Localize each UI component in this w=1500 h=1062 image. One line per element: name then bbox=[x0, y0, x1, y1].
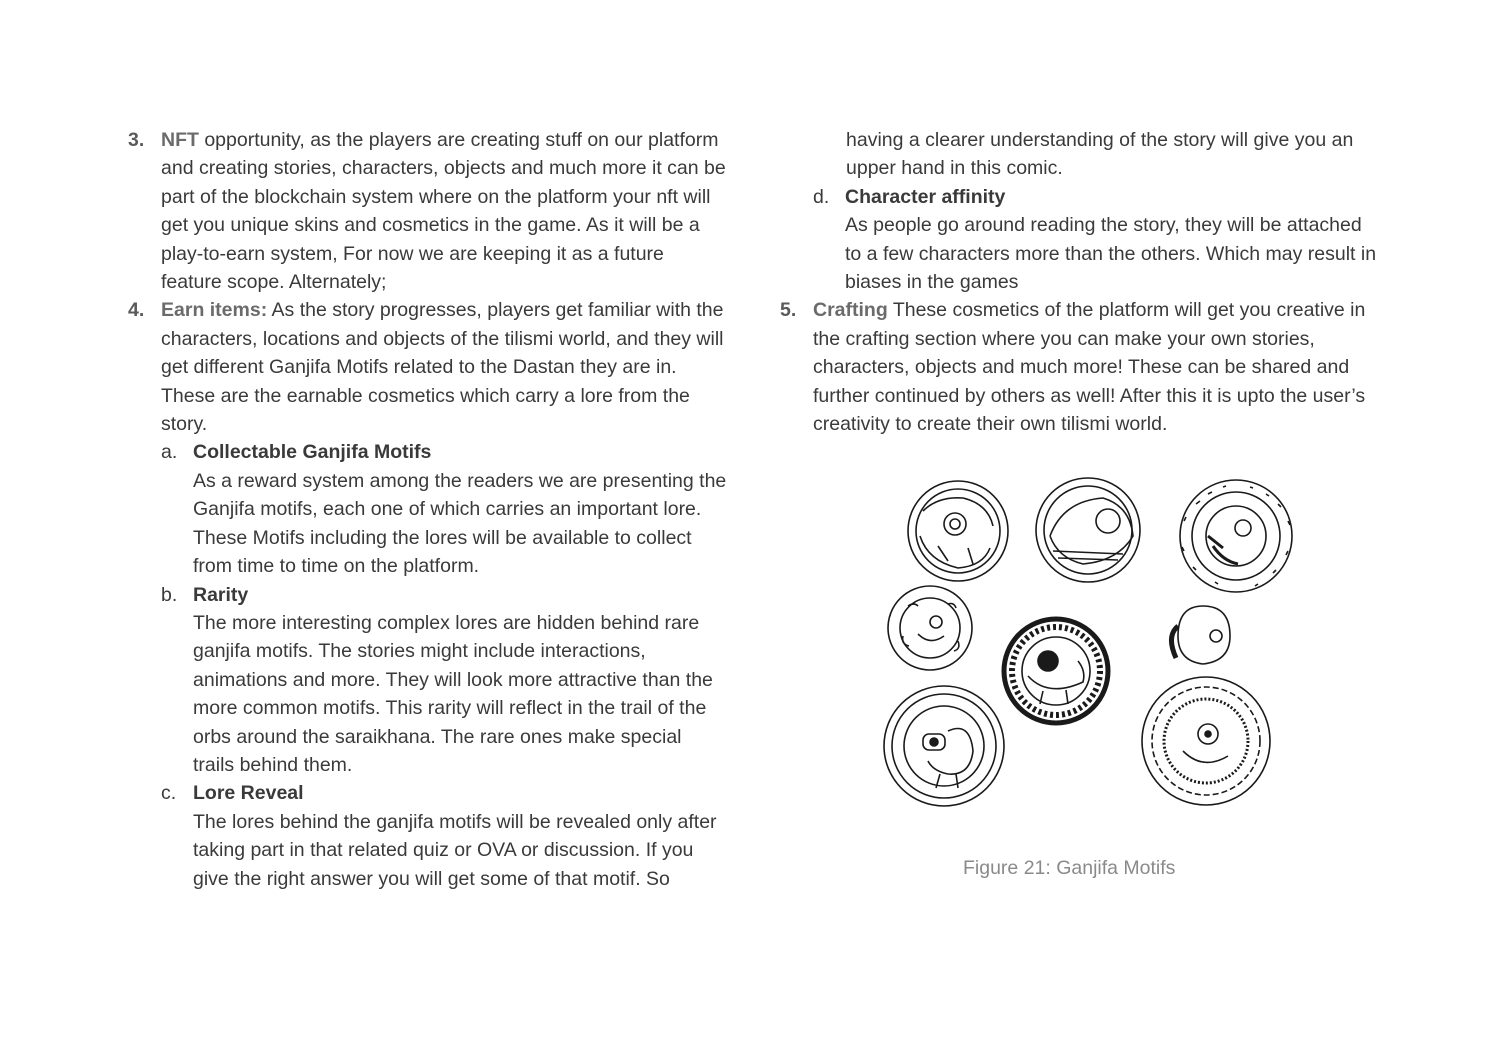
sub-letter-a: a. bbox=[161, 441, 178, 464]
sub-letter-d: d. bbox=[813, 185, 830, 208]
list-item-5 bbox=[780, 296, 1380, 438]
list-item-4 bbox=[128, 296, 728, 893]
sub-item-a bbox=[161, 438, 728, 580]
sub-letter-b: b. bbox=[161, 583, 178, 606]
item-5-text: These cosmetics of the platform will get you creative in the crafting section where you can make your own stories, characters, objects and much more! These can be shared and further continued by others as well! After this it is upto the user’s creativity to create their own tilismi world. bbox=[813, 299, 1366, 436]
motif-1 bbox=[908, 481, 1008, 581]
sub-item-c bbox=[161, 779, 728, 893]
item-3-text: opportunity, as the players are creating stuff on our platform and creating stories, characters, objects and much more it can be part of the blockchain system where on the platform your nft will get you unique skins and cosmetics in the game. As it will be a play-to-earn system, For now we are keeping it as a future feature scope. Alternately; bbox=[161, 129, 726, 294]
sub-title-collectable: Collectable Ganjifa Motifs bbox=[193, 441, 432, 464]
sub-item-b bbox=[161, 581, 728, 780]
sub-d-text: As people go around reading the story, they will be attached to a few characters more than the others. Which may result in biases in the games bbox=[845, 214, 1377, 294]
sub-a-text: As a reward system among the readers we are presenting the Ganjifa motifs, each one of which carries an important lore. These Motifs including the lores will be available to collect from time to time on the platform. bbox=[193, 469, 727, 578]
list-number-4: 4. bbox=[128, 299, 145, 322]
sub-c-text: The lores behind the ganjifa motifs will be revealed only after taking part in that related quiz or OVA or discussion. If you give the right answer you will get some of that motif. So bbox=[193, 810, 717, 890]
item-4-text: As the story progresses, players get familiar with the characters, locations and objects of the tilismi world, and they will get different Ganjifa Motifs related to the Dastan they are in. These are the earnable cosmetics which carry a lore from the story. bbox=[161, 299, 724, 436]
sub-item-d bbox=[813, 183, 1380, 297]
sub-item-d-wrapper bbox=[780, 183, 1380, 297]
sub-letter-c: c. bbox=[161, 782, 177, 805]
ganjifa-motifs-illustration bbox=[878, 476, 1298, 816]
sub-title-character-affinity: Character affinity bbox=[845, 185, 1006, 208]
left-column bbox=[128, 126, 728, 893]
list-item-3 bbox=[128, 126, 728, 296]
list-number-5: 5. bbox=[780, 299, 797, 322]
right-column bbox=[780, 126, 1380, 438]
motif-3 bbox=[1180, 480, 1292, 592]
sub-title-lore-reveal: Lore Reveal bbox=[193, 782, 304, 805]
sub-b-text: The more interesting complex lores are hidden behind rare ganjifa motifs. The stories might include interactions, animations and more. They will look more attractive than the more common motifs. This rarity will reflect in the trail of the orbs around the saraikhana. The rare ones make special trails behind them. bbox=[193, 611, 713, 776]
motif-4 bbox=[888, 586, 972, 670]
list-number-3: 3. bbox=[128, 129, 145, 151]
motif-6 bbox=[1142, 606, 1270, 805]
sub-title-rarity: Rarity bbox=[193, 583, 249, 606]
keyword-crafting: Crafting bbox=[813, 299, 888, 322]
keyword-earn-items: Earn items: bbox=[161, 299, 268, 322]
continuation-text: having a clearer understanding of the story will give you an upper hand in this comic. bbox=[846, 129, 1354, 180]
figure-caption: Figure 21: Ganjifa Motifs bbox=[963, 857, 1176, 879]
motif-2 bbox=[1036, 478, 1140, 582]
motif-5 bbox=[1004, 619, 1108, 723]
motif-7 bbox=[884, 686, 1004, 806]
keyword-nft: NFT bbox=[161, 129, 199, 151]
